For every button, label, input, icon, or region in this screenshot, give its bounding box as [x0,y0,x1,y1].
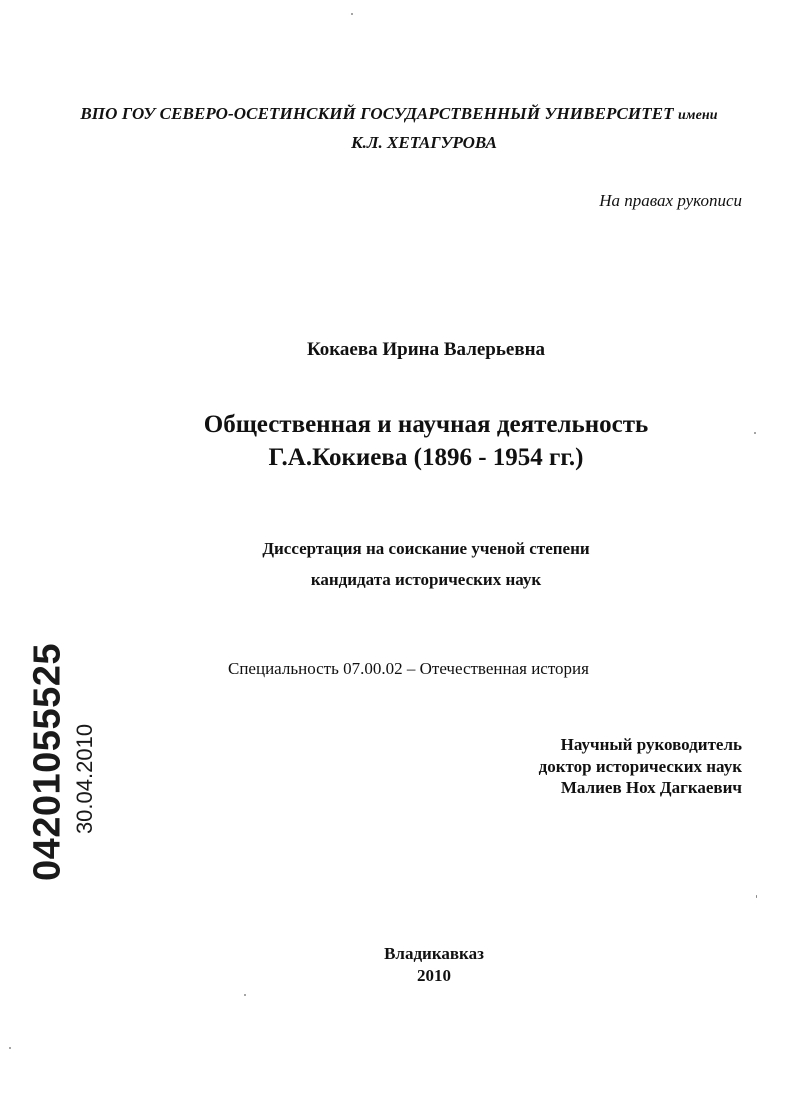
rights-note: На правах рукописи [599,191,742,210]
specialty: Специальность 07.00.02 – Отечественная история [228,659,589,678]
year: 2010 [417,966,451,985]
supervisor-role: Научный руководитель [560,735,742,754]
thesis-title-line1: Общественная и научная деятельность [203,411,649,438]
scan-speck [9,1047,11,1049]
scan-speck [244,994,246,996]
dissertation-type-line1: Диссертация на соискание ученой степени [262,539,590,558]
institution-name-suffix: имени [678,108,718,123]
institution-heading [0,104,798,124]
scan-speck [756,895,757,898]
dissertation-type-line2: кандидата исторических наук [310,570,542,589]
thesis-title-line2: Г.А.Кокиева (1896 - 1954 гг.) [268,444,584,471]
author-name: Кокаева Ирина Валерьевна [306,339,546,360]
library-stamp-code: 04201055525 [26,643,69,881]
city: Владикавказ [384,944,484,963]
scan-speck [754,432,756,434]
supervisor-name: Малиев Нох Дагкаевич [560,778,742,797]
institution-name-line2: К.Л. ХЕТАГУРОВА [351,133,497,152]
scan-speck [351,13,353,15]
institution-name: ВПО ГОУ СЕВЕРО-ОСЕТИНСКИЙ ГОСУДАРСТВЕННЫЙ УНИВЕРСИТЕТ [80,104,674,123]
supervisor-degree: доктор исторических наук [538,757,742,776]
library-stamp-date: 30.04.2010 [72,723,97,835]
